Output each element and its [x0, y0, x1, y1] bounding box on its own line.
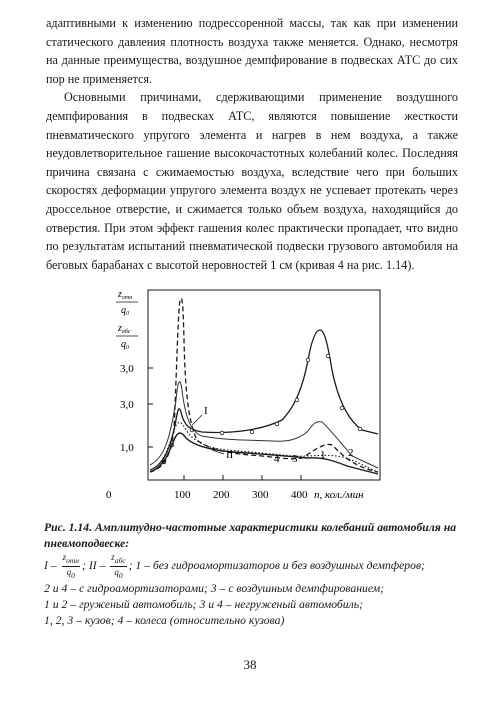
curve-label-2: 2 — [348, 447, 354, 459]
x-tick-label: 300 — [252, 489, 269, 501]
page-number: 38 — [243, 657, 257, 672]
curve-4 — [150, 433, 378, 474]
frac-den: q — [66, 567, 72, 578]
y-label-2-den: $q_0$ — [121, 339, 129, 351]
y-label-1-den: $q_0$ — [121, 305, 129, 317]
curve-label-3: 3 — [292, 453, 298, 465]
frac-num: z — [62, 552, 67, 563]
caption-fraction-abs — [110, 552, 126, 581]
caption-line-2: 2 и 4 – с гидроамортизаторами; 3 – с воздушным демпфированием; — [44, 582, 385, 595]
curve-II — [150, 382, 378, 468]
caption-line-4: 1, 2, 3 – кузов; 4 – колеса (относительно кузова) — [44, 614, 285, 628]
curve-label-I-leader — [192, 415, 202, 425]
caption-line-1-prefix: I – — [44, 559, 57, 573]
body-text — [46, 14, 458, 274]
caption-line-1-mid: ; II – — [82, 559, 106, 573]
caption-fraction-rel — [62, 552, 80, 581]
caption-title: Рис. 1.14. Амплитудно-частотные характеристики колебаний автомобиля на пневмоподвеске: — [44, 521, 457, 551]
x-tick-label: 0 — [106, 489, 112, 501]
figure-caption — [44, 520, 458, 630]
curve-label-4: 4 — [274, 453, 280, 465]
caption-line-1 — [44, 552, 458, 581]
paragraph-2: Основными причинами, сдерживающими применение воздушного демпфирования в подвесках АТС, являются повышение жесткости пневматического упругого элемента и нагрев в нем воздуха, а также неудовлетворительное гашение высокочастотных колебаний колес. Последняя причина связана с сжимаемостью воздуха, вследствие чего при больших скоростях деформации упругого элемента воздух не успевает протекать через дроссельное отверстие, и сжимается только объем воздуха, находящийся до отверстия. При этом эффект гашения колес практически пропадает, что видно по результатам испытаний пневматической подвески грузового автомобиля на беговых барабанах с высотой неровностей 1 см (кривая 4 на рис. 1.14). — [46, 90, 458, 272]
figure-frequency-response — [106, 280, 382, 505]
y-tick-label: 3,0 — [120, 399, 134, 411]
frac-den: q — [114, 567, 119, 578]
frac-den-sub: 0 — [118, 571, 123, 580]
y-label-2-num: $z_{абс}$ — [118, 323, 131, 335]
y-label-1-num: $z_{отн}$ — [118, 289, 133, 301]
frac-num: z — [111, 552, 115, 563]
x-tick-label: 400 — [291, 489, 308, 501]
y-tick-label: 3,0 — [120, 363, 134, 375]
curve-label-I: I — [204, 405, 208, 417]
y-tick-label: 1,0 — [120, 442, 134, 454]
caption-line-3: 1 и 2 – груженый автомобиль; 3 и 4 – негруженый автомобиль; — [44, 598, 363, 612]
curve-label-II: II — [226, 449, 234, 461]
curve-label-1: 1 — [320, 449, 326, 461]
caption-line-1-suffix: ; 1 – без гидроамортизаторов и без воздушных демпферов; — [128, 559, 425, 573]
frac-num-sub: отн — [66, 556, 79, 566]
frequency-response-diagram — [106, 280, 382, 505]
x-tick-label: 200 — [213, 489, 230, 501]
x-tick-label: 100 — [174, 489, 191, 501]
paragraph-1: адаптивными к изменению подрессоренной массы, так как при изменении статического давления плотность воздуха также меняется. Однако, несмотря на данные преимущества, воздушное демпфирование в подвесках АТС до сих пор не применяется. — [46, 16, 458, 86]
frac-den-sub: 0 — [71, 571, 75, 580]
x-axis-label: n, кол./мин — [314, 489, 364, 501]
frac-num-sub: абс — [114, 556, 126, 566]
